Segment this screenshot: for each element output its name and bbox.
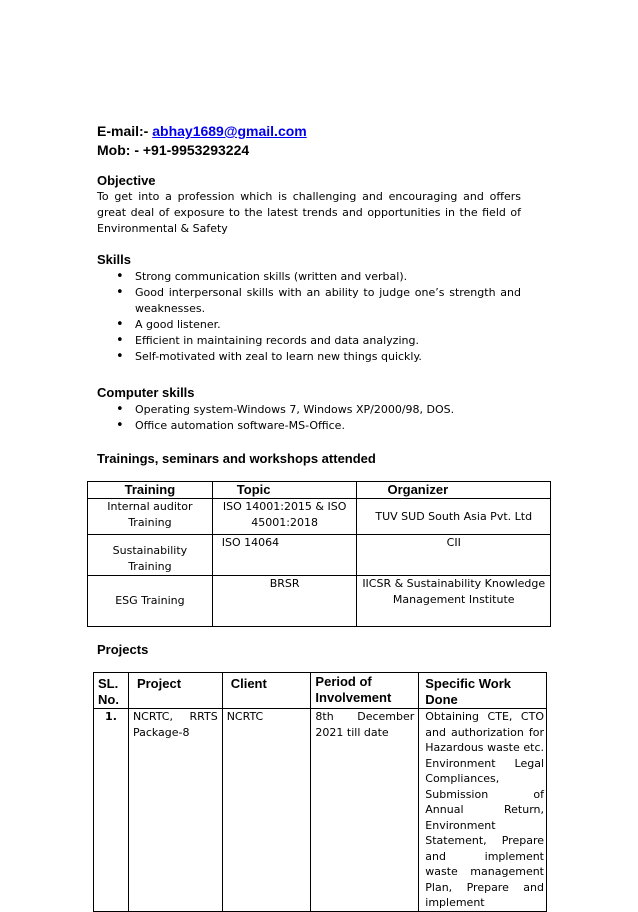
list-item: • Good interpersonal skills with an ability to judge one’s strength and weaknesses. [97, 285, 521, 317]
list-item: • Operating system-Windows 7, Windows XP/2000/98, DOS. [97, 402, 521, 418]
column-header: Period of Involvement [311, 673, 419, 709]
skills-list [97, 269, 521, 365]
table-cell: Internal auditor Training [88, 499, 213, 535]
table-row [88, 499, 551, 535]
trainings-table [87, 481, 551, 627]
table-cell: ISO 14001:2015 & ISO 45001:2018 [212, 499, 357, 535]
column-header: Organizer [357, 482, 551, 499]
objective-text: To get into a profession which is challenging and encouraging and offers great deal of exposure to the latest trends and opportunities in the field of Environmental & Safety [97, 190, 521, 235]
table-cell: Sustainability Training [88, 535, 213, 576]
table-cell: 8th December 2021 till date [311, 709, 419, 912]
trainings-heading: Trainings, seminars and workshops attended [97, 451, 376, 466]
column-header: Specific Work Done [419, 673, 547, 709]
column-header: Training [88, 482, 213, 499]
table-cell: ISO 14064 [212, 535, 357, 576]
table-header-row [94, 673, 547, 709]
projects-heading: Projects [97, 642, 149, 657]
list-item: • Efficient in maintaining records and data analyzing. [97, 333, 521, 349]
table-cell: NCRTC [222, 709, 311, 912]
table-cell: ESG Training [88, 576, 213, 627]
projects-table [93, 672, 547, 912]
table-row [94, 709, 547, 912]
table-row [88, 576, 551, 627]
table-cell: BRSR [212, 576, 357, 627]
email-label: E-mail:- [97, 123, 153, 139]
computer-skills-heading: Computer skills [97, 385, 195, 400]
table-cell: 1. [94, 709, 129, 912]
mobile-line: Mob: - +91-9953293224 [97, 142, 250, 158]
objective-heading: Objective [97, 173, 156, 188]
column-header: SL. No. [94, 673, 129, 709]
list-item: • Office automation software-MS-Office. [97, 418, 521, 434]
table-cell: TUV SUD South Asia Pvt. Ltd [357, 499, 551, 535]
list-item: • Self-motivated with zeal to learn new things quickly. [97, 349, 521, 365]
table-header-row [88, 482, 551, 499]
table-cell: Obtaining CTE, CTO and authorization for Hazardous waste etc. Environment Legal Compliances, Submission of Annual Return, Environment Statement, Prepare and implement waste management Plan, Prepare and implement [419, 709, 547, 912]
column-header: Topic [212, 482, 357, 499]
table-cell: CII [357, 535, 551, 576]
table-cell: IICSR & Sustainability Knowledge Management Institute [357, 576, 551, 627]
email-line [97, 122, 307, 140]
skills-heading: Skills [97, 252, 131, 267]
table-row [88, 535, 551, 576]
column-header: Client [222, 673, 311, 709]
list-item: • Strong communication skills (written and verbal). [97, 269, 521, 285]
list-item: • A good listener. [97, 317, 521, 333]
table-cell: NCRTC, RRTS Package-8 [128, 709, 222, 912]
email-link[interactable]: abhay1689@gmail.com [152, 123, 307, 139]
computer-skills-list [97, 402, 521, 434]
column-header: Project [128, 673, 222, 709]
